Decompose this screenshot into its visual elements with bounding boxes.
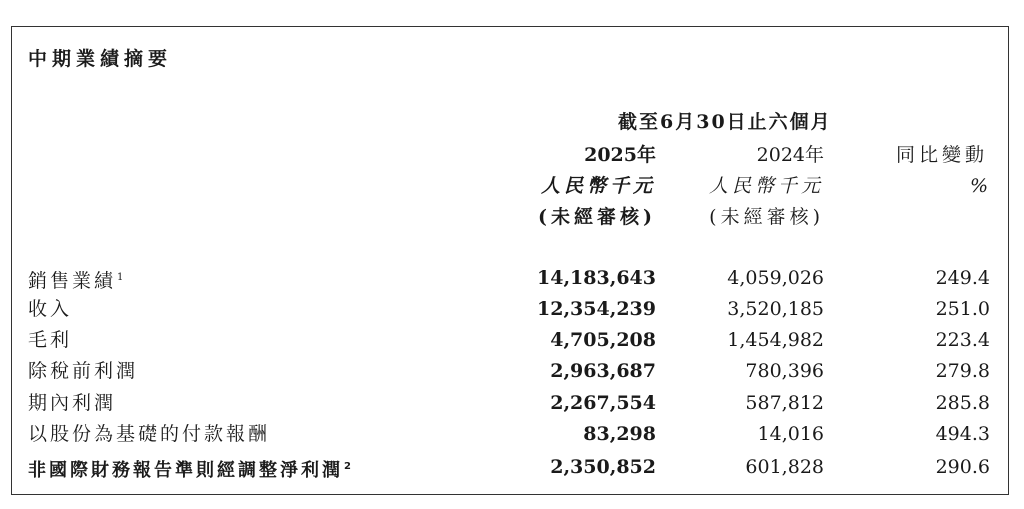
value-2025: 4,705,208 (550, 329, 656, 351)
row-label: 毛利 (28, 329, 73, 351)
value-2025: 2,350,852 (550, 456, 656, 478)
section-title: 中期業績摘要 (28, 48, 173, 70)
table-row (28, 356, 990, 386)
col-2024-note: (未經審核) (709, 206, 824, 228)
row-label: 除稅前利潤 (28, 360, 139, 382)
row-label: 期內利潤 (28, 392, 117, 414)
col-2025-year: 2025年 (584, 144, 656, 166)
table-row (28, 419, 990, 449)
value-2025: 12,354,239 (537, 298, 656, 320)
col-2024-unit: 人民幣千元 (708, 175, 824, 197)
value-2025: 14,183,643 (537, 267, 656, 289)
table-row (28, 388, 990, 418)
value-change: 279.8 (935, 360, 990, 382)
value-2024: 4,059,026 (727, 267, 824, 289)
col-2024-year: 2024年 (756, 144, 824, 166)
value-2025: 2,963,687 (550, 360, 656, 382)
table-row (28, 263, 990, 293)
value-2024: 1,454,982 (727, 329, 824, 351)
table-row (28, 325, 990, 355)
value-2024: 3,520,185 (727, 298, 824, 320)
row-label: 非國際財務報告準則經調整淨利潤$^2$ (28, 460, 351, 481)
table-row (28, 452, 990, 482)
row-label: 銷售業績$^1$ (28, 270, 124, 292)
row-label: 收入 (28, 298, 73, 320)
value-change: 249.4 (935, 267, 990, 289)
value-2025: 2,267,554 (550, 392, 656, 414)
col-change-unit: % (969, 175, 988, 197)
col-change-label: 同比變動 (895, 144, 988, 166)
value-change: 290.6 (935, 456, 990, 478)
value-change: 494.3 (935, 423, 990, 445)
value-change: 251.0 (935, 298, 990, 320)
period-header: 截至6月30日止六個月 (618, 111, 832, 133)
row-label: 以股份為基礎的付款報酬 (28, 423, 271, 445)
value-2025: 83,298 (583, 423, 656, 445)
value-change: 285.8 (935, 392, 990, 414)
table-row (28, 294, 990, 324)
value-2024: 780,396 (745, 360, 824, 382)
col-2025-note: (未經審核) (538, 206, 656, 228)
value-2024: 587,812 (745, 392, 824, 414)
value-2024: 14,016 (757, 423, 824, 445)
col-2025-unit: 人民幣千元 (540, 175, 656, 197)
value-change: 223.4 (935, 329, 990, 351)
value-2024: 601,828 (745, 456, 824, 478)
